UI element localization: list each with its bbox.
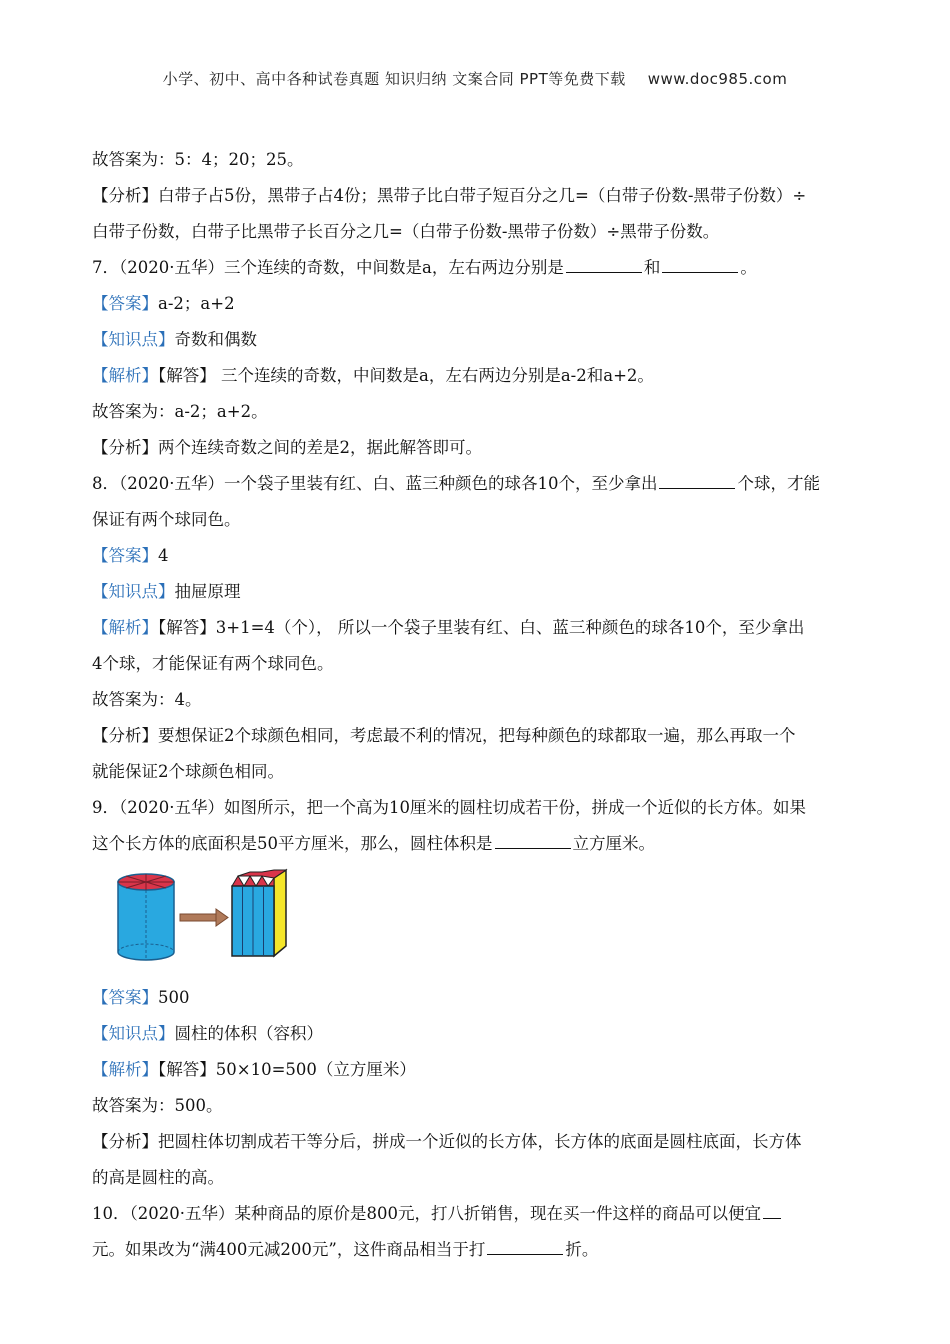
q8-knowledge-point: 【知识点】抽屉原理: [92, 582, 241, 601]
q6-answer-line: 故答案为：5：4；20；25。: [92, 150, 304, 169]
q7-solution: 【解析】【解答】 三个连续的奇数，中间数是a，左右两边分别是a-2和a+2。: [92, 366, 654, 385]
answer-blank[interactable]: [566, 256, 642, 274]
answer-tag: 【答案】: [92, 294, 158, 313]
kp-tag: 【知识点】: [92, 330, 175, 349]
kp-tag: 【知识点】: [92, 582, 175, 601]
cylinder-shape: [118, 874, 174, 960]
arrow-icon: [180, 909, 228, 926]
q9-question-1: 9．（2020·五华）如图所示，把一个高为10厘米的圆柱切成若干份，拼成一个近似的长方体。如果: [92, 798, 806, 817]
q8-analysis-2: 就能保证2个球颜色相同。: [92, 762, 284, 781]
q9-knowledge-point: 【知识点】圆柱的体积（容积）: [92, 1024, 323, 1043]
cuboid-shape: [232, 870, 286, 956]
q10-question-2: 元。如果改为“满400元减200元”，这件商品相当于打 折。: [92, 1232, 854, 1268]
q9-solution: 【解析】【解答】50×10=500（立方厘米）: [92, 1060, 416, 1079]
q8-question-2: 保证有两个球同色。: [92, 510, 241, 529]
answer-blank[interactable]: [763, 1202, 781, 1220]
analysis-tag: 【分析】: [92, 186, 158, 205]
q8-answer: 【答案】4: [92, 546, 169, 565]
kp-tag: 【知识点】: [92, 1024, 175, 1043]
q8-analysis-1: 【分析】要想保证2个球颜色相同，考虑最不利的情况，把每种颜色的球都取一遍，那么再取一个: [92, 726, 796, 745]
q7-knowledge-point: 【知识点】奇数和偶数: [92, 330, 257, 349]
answer-tag: 【答案】: [92, 546, 158, 565]
answer-blank[interactable]: [495, 832, 571, 850]
solution-tag: 【解析】: [92, 618, 158, 637]
solution-tag: 【解析】: [92, 1060, 158, 1079]
q9-answer: 【答案】500: [92, 988, 190, 1007]
q9-analysis-1: 【分析】把圆柱体切割成若干等分后，拼成一个近似的长方体，长方体的底面是圆柱底面，长方体: [92, 1132, 802, 1151]
q7-analysis: 【分析】两个连续奇数之间的差是2，据此解答即可。: [92, 438, 482, 457]
q8-solution-1: 【解析】【解答】3+1=4（个）， 所以一个袋子里装有红、白、蓝三种颜色的球各10个，至少拿出: [92, 618, 805, 637]
q10-question-1: 10．（2020·五华）某种商品的原价是800元，打八折销售，现在买一件这样的商品可以便宜: [92, 1196, 854, 1232]
q7-answer: 【答案】a-2；a+2: [92, 294, 235, 313]
document-body: [92, 142, 854, 1268]
q7-answer-line: 故答案为：a-2；a+2。: [92, 402, 268, 421]
q8-answer-line: 故答案为：4。: [92, 690, 202, 709]
solution-tag: 【解析】: [92, 366, 158, 385]
cylinder-cuboid-illustration: [114, 868, 304, 968]
header-text: 小学、初中、高中各种试卷真题 知识归纳 文案合同 PPT等免费下载: [162, 70, 626, 88]
q8-solution-2: 4个球，才能保证有两个球同色。: [92, 654, 334, 673]
q8-question-1: 8．（2020·五华）一个袋子里装有红、白、蓝三种颜色的球各10个，至少拿出 个球，才能: [92, 466, 854, 502]
q6-analysis-1: 【分析】白带子占5份，黑带子占4份；黑带子比白带子短百分之几=（白带子份数-黑带子份数）÷: [92, 186, 807, 205]
q6-analysis-2: 白带子份数，白带子比黑带子长百分之几=（白带子份数-黑带子份数）÷黑带子份数。: [92, 222, 720, 241]
header-url[interactable]: www.doc985.com: [647, 70, 788, 88]
q9-question-2: 这个长方体的底面积是50平方厘米，那么，圆柱体积是 立方厘米。: [92, 826, 854, 862]
answer-blank[interactable]: [487, 1238, 563, 1256]
answer-blank[interactable]: [662, 256, 738, 274]
cylinder-to-cuboid-figure: [92, 864, 854, 976]
answer-tag: 【答案】: [92, 988, 158, 1007]
q9-analysis-2: 的高是圆柱的高。: [92, 1168, 224, 1187]
page-header: [0, 68, 950, 89]
q7-question: 7．（2020·五华）三个连续的奇数，中间数是a，左右两边分别是 和 。: [92, 250, 854, 286]
answer-blank[interactable]: [659, 472, 735, 490]
q9-answer-line: 故答案为：500。: [92, 1096, 223, 1115]
